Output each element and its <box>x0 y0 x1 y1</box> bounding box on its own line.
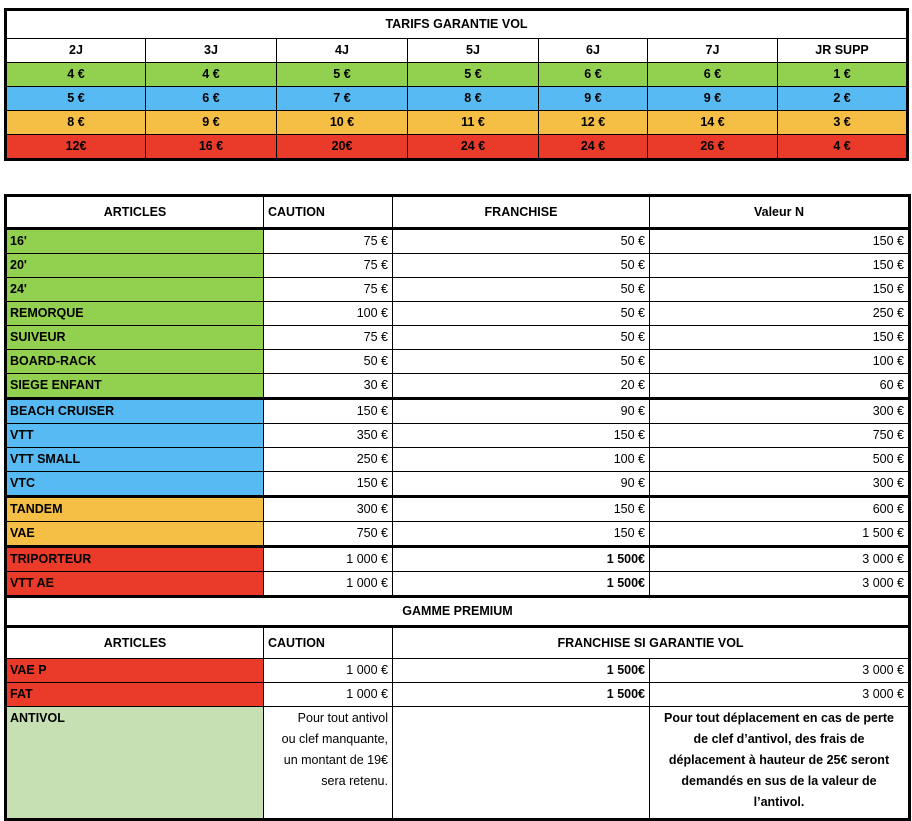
article-name: BOARD-RACK <box>6 350 264 374</box>
premium-franchise: 1 500€ <box>393 683 650 707</box>
article-row <box>6 302 910 326</box>
article-row <box>6 350 910 374</box>
article-caution: 50 € <box>264 350 393 374</box>
premium-caution: 1 000 € <box>264 683 393 707</box>
note-line: ou clef manquante, <box>281 732 388 746</box>
article-row <box>6 278 910 302</box>
note-line: Pour tout antivol <box>297 711 388 725</box>
tarif-cell: 2 € <box>778 87 908 111</box>
article-name: VAE <box>6 522 264 547</box>
article-row <box>6 326 910 350</box>
premium-title: GAMME PREMIUM <box>6 597 910 627</box>
article-valeur: 500 € <box>650 448 910 472</box>
tarif-cell: 1 € <box>778 63 908 87</box>
article-name: VTT <box>6 424 264 448</box>
article-name: TRIPORTEUR <box>6 547 264 572</box>
tarifs-header-row <box>6 39 908 63</box>
note-line: de clef d’antivol, des frais de <box>693 732 865 746</box>
article-valeur: 60 € <box>650 374 910 399</box>
header-caution: CAUTION <box>264 196 393 229</box>
article-franchise: 50 € <box>393 302 650 326</box>
tarifs-title: TARIFS GARANTIE VOL <box>6 10 908 39</box>
header-articles: ARTICLES <box>6 196 264 229</box>
article-caution: 150 € <box>264 399 393 424</box>
premium-name: FAT <box>6 683 264 707</box>
tarifs-row-blue <box>6 87 908 111</box>
articles-table <box>4 194 911 821</box>
article-valeur: 150 € <box>650 326 910 350</box>
tarif-cell: 26 € <box>648 135 778 160</box>
article-name: VTT AE <box>6 572 264 597</box>
article-franchise: 50 € <box>393 326 650 350</box>
article-caution: 100 € <box>264 302 393 326</box>
premium-header-articles: ARTICLES <box>6 627 264 659</box>
article-valeur: 3 000 € <box>650 547 910 572</box>
article-franchise: 20 € <box>393 374 650 399</box>
article-row <box>6 497 910 522</box>
article-franchise: 50 € <box>393 278 650 302</box>
article-caution: 75 € <box>264 254 393 278</box>
tarif-cell: 8 € <box>408 87 539 111</box>
antivol-valeur-note <box>650 707 910 820</box>
article-caution: 75 € <box>264 326 393 350</box>
premium-valeur: 3 000 € <box>650 683 910 707</box>
article-caution: 300 € <box>264 497 393 522</box>
article-row <box>6 399 910 424</box>
article-caution: 750 € <box>264 522 393 547</box>
article-franchise: 50 € <box>393 229 650 254</box>
tarif-cell: 10 € <box>277 111 408 135</box>
tarif-cell: 24 € <box>408 135 539 160</box>
article-franchise: 1 500€ <box>393 572 650 597</box>
article-row <box>6 522 910 547</box>
article-franchise: 150 € <box>393 497 650 522</box>
premium-section-row <box>6 597 910 627</box>
article-caution: 350 € <box>264 424 393 448</box>
article-row <box>6 448 910 472</box>
premium-header-caution: CAUTION <box>264 627 393 659</box>
antivol-caution-note <box>264 707 393 820</box>
premium-valeur: 3 000 € <box>650 659 910 683</box>
article-franchise: 90 € <box>393 399 650 424</box>
article-valeur: 150 € <box>650 229 910 254</box>
article-franchise: 50 € <box>393 350 650 374</box>
article-franchise: 1 500€ <box>393 547 650 572</box>
article-name: BEACH CRUISER <box>6 399 264 424</box>
tarif-cell: 9 € <box>146 111 277 135</box>
tarif-cell: 7 € <box>277 87 408 111</box>
article-franchise: 50 € <box>393 254 650 278</box>
tarif-cell: 5 € <box>408 63 539 87</box>
tarif-cell: 6 € <box>146 87 277 111</box>
article-caution: 250 € <box>264 448 393 472</box>
tarif-cell: 5 € <box>6 87 146 111</box>
note-line: sera retenu. <box>321 774 388 788</box>
article-caution: 30 € <box>264 374 393 399</box>
note-line: déplacement à hauteur de 25€ seront <box>668 753 890 767</box>
article-franchise: 150 € <box>393 522 650 547</box>
article-name: SUIVEUR <box>6 326 264 350</box>
article-franchise: 150 € <box>393 424 650 448</box>
tarif-cell: 4 € <box>6 63 146 87</box>
article-name: VTT SMALL <box>6 448 264 472</box>
tarifs-header: 2J <box>6 39 146 63</box>
article-valeur: 300 € <box>650 472 910 497</box>
note-line: un montant de 19€ <box>283 753 388 767</box>
tarifs-header: 4J <box>277 39 408 63</box>
article-valeur: 1 500 € <box>650 522 910 547</box>
article-caution: 1 000 € <box>264 547 393 572</box>
premium-header-row <box>6 627 910 659</box>
article-valeur: 150 € <box>650 278 910 302</box>
article-caution: 150 € <box>264 472 393 497</box>
article-valeur: 100 € <box>650 350 910 374</box>
premium-header-franchise: FRANCHISE SI GARANTIE VOL <box>393 627 910 659</box>
article-row <box>6 254 910 278</box>
article-valeur: 250 € <box>650 302 910 326</box>
premium-row <box>6 683 910 707</box>
article-name: 24' <box>6 278 264 302</box>
article-franchise: 90 € <box>393 472 650 497</box>
article-row <box>6 547 910 572</box>
article-row <box>6 572 910 597</box>
tarifs-header: 5J <box>408 39 539 63</box>
tarif-cell: 11 € <box>408 111 539 135</box>
article-name: SIEGE ENFANT <box>6 374 264 399</box>
article-name: TANDEM <box>6 497 264 522</box>
tarif-cell: 9 € <box>539 87 648 111</box>
tarif-cell: 4 € <box>146 63 277 87</box>
premium-name: VAE P <box>6 659 264 683</box>
tarif-cell: 14 € <box>648 111 778 135</box>
article-row <box>6 229 910 254</box>
tarifs-header: 6J <box>539 39 648 63</box>
tarif-cell: 20€ <box>277 135 408 160</box>
tarif-cell: 3 € <box>778 111 908 135</box>
tarifs-row-orange <box>6 111 908 135</box>
article-row <box>6 472 910 497</box>
premium-caution: 1 000 € <box>264 659 393 683</box>
tarif-cell: 6 € <box>539 63 648 87</box>
antivol-franchise-empty <box>393 707 650 820</box>
header-franchise: FRANCHISE <box>393 196 650 229</box>
article-valeur: 150 € <box>650 254 910 278</box>
article-caution: 75 € <box>264 229 393 254</box>
tarif-cell: 24 € <box>539 135 648 160</box>
article-row <box>6 374 910 399</box>
article-valeur: 750 € <box>650 424 910 448</box>
article-name: 20' <box>6 254 264 278</box>
tarifs-header: 3J <box>146 39 277 63</box>
antivol-name: ANTIVOL <box>6 707 264 820</box>
tarifs-header: JR SUPP <box>778 39 908 63</box>
tarifs-garantie-vol-table <box>4 8 909 161</box>
article-valeur: 3 000 € <box>650 572 910 597</box>
antivol-row <box>6 707 910 820</box>
tarif-cell: 12 € <box>539 111 648 135</box>
article-name: VTC <box>6 472 264 497</box>
note-line: demandés en sus de la valeur de <box>681 774 877 788</box>
tarif-cell: 5 € <box>277 63 408 87</box>
tarifs-header: 7J <box>648 39 778 63</box>
article-caution: 1 000 € <box>264 572 393 597</box>
premium-franchise: 1 500€ <box>393 659 650 683</box>
tarif-cell: 9 € <box>648 87 778 111</box>
header-valeur: Valeur N <box>650 196 910 229</box>
articles-header-row <box>6 196 910 229</box>
tarifs-row-red <box>6 135 908 160</box>
premium-row <box>6 659 910 683</box>
tarif-cell: 8 € <box>6 111 146 135</box>
article-row <box>6 424 910 448</box>
article-franchise: 100 € <box>393 448 650 472</box>
tarif-cell: 6 € <box>648 63 778 87</box>
article-caution: 75 € <box>264 278 393 302</box>
article-name: 16' <box>6 229 264 254</box>
article-name: REMORQUE <box>6 302 264 326</box>
tarifs-row-green <box>6 63 908 87</box>
article-valeur: 300 € <box>650 399 910 424</box>
note-line: Pour tout déplacement en cas de perte <box>664 711 894 725</box>
tarif-cell: 16 € <box>146 135 277 160</box>
note-line: l’antivol. <box>753 795 805 809</box>
tarif-cell: 12€ <box>6 135 146 160</box>
tarif-cell: 4 € <box>778 135 908 160</box>
article-valeur: 600 € <box>650 497 910 522</box>
